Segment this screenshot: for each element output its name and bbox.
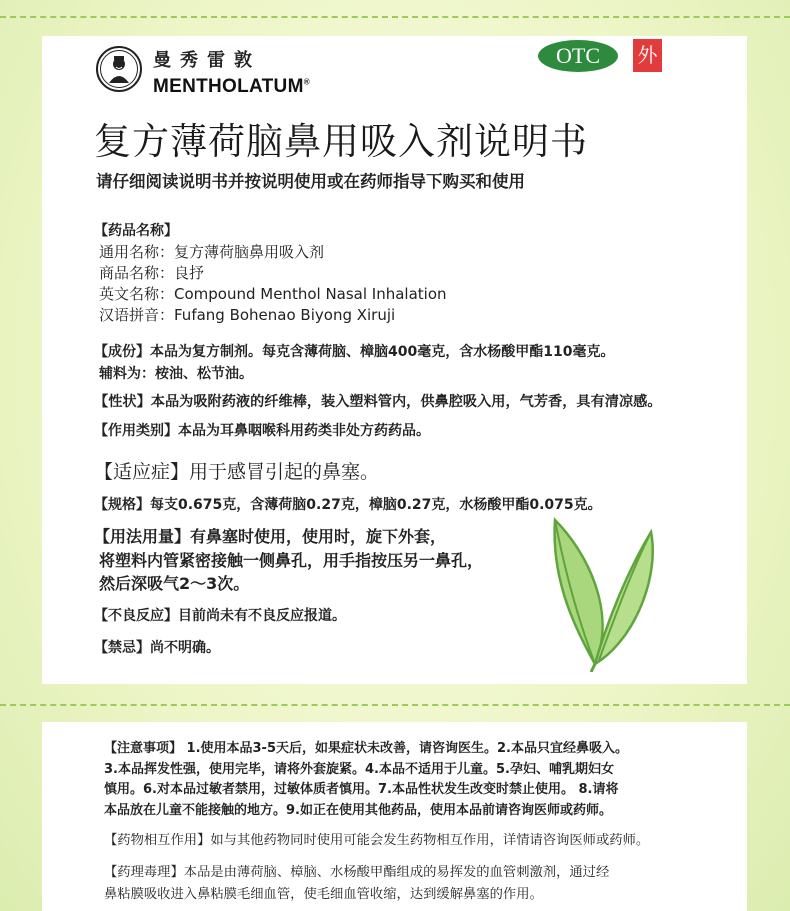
contraindication-text: 【禁忌】尚不明确。 (94, 640, 220, 656)
trade-name: 商品名称：良抒 (99, 264, 205, 282)
leaf-icon (547, 512, 657, 672)
usage-line-1: 【用法用量】有鼻塞时使用，使用时，旋下外套， (94, 527, 447, 546)
pinyin-name: 汉语拼音：Fufang Bohenao Biyong Xiruji (99, 306, 396, 324)
document-title: 复方薄荷脑鼻用吸入剂说明书 (94, 120, 588, 163)
english-name: 英文名称：Compound Menthol Nasal Inhalation (99, 285, 447, 303)
mentholatum-logo-icon (95, 45, 143, 93)
indication-text: 【适应症】用于感冒引起的鼻塞。 (94, 461, 380, 483)
top-dashed-divider (0, 16, 790, 18)
precautions-line-4: 本品放在儿童不能接触的地方。9.如正在使用其他药品，使用本品前请咨询医师或药师。 (104, 803, 612, 818)
precautions-line-2: 3.本品挥发性强，使用完毕，请将外套旋紧。4.本品不适用于儿童。5.孕妇、哺乳期妇女 (104, 762, 614, 777)
interactions-text: 【药物相互作用】如与其他药物同时使用可能会发生药物相互作用，详情请咨询医师或药师。 (104, 833, 650, 848)
pharmacology-line-2: 鼻粘膜吸收进入鼻粘膜毛细血管，使毛细血管收缩，达到缓解鼻塞的作用。 (104, 887, 543, 902)
instruction-panel (42, 36, 747, 684)
adverse-reaction-text: 【不良反应】目前尚未有不良反应报道。 (94, 608, 346, 624)
category-text: 【作用类别】本品为耳鼻咽喉科用药类非处方药药品。 (94, 423, 430, 439)
appearance-text: 【性状】本品为吸附药液的纤维棒，装入塑料管内，供鼻腔吸入用，气芳香，具有清凉感。 (94, 394, 662, 410)
composition-text: 【成份】本品为复方制剂。每克含薄荷脑、樟脑400毫克，含水杨酸甲酯110毫克。 (94, 344, 615, 360)
external-use-badge: 外 (633, 39, 662, 72)
otc-badge: OTC (538, 40, 618, 72)
usage-line-3: 然后深吸气2～3次。 (99, 574, 250, 593)
precautions-line-1: 【注意事项】 1.使用本品3-5天后，如果症状未改善，请咨询医生。2.本品只宜经鼻吸入。 (104, 741, 628, 756)
brand-english-name: MENTHOLATUM® (153, 76, 310, 97)
generic-name: 通用名称：复方薄荷脑鼻用吸入剂 (99, 243, 325, 261)
pharmacology-line-1: 【药理毒理】本品是由薄荷脑、樟脑、水杨酸甲酯组成的易挥发的血管刺激剂，通过经 (104, 865, 610, 880)
precautions-line-3: 慎用。6.对本品过敏者禁用，过敏体质者慎用。7.本品性状发生改变时禁止使用。 8.请将 (104, 782, 619, 797)
specification-text: 【规格】每支0.675克，含薄荷脑0.27克，樟脑0.27克，水杨酸甲酯0.075克。 (94, 497, 602, 513)
brand-chinese-name: 曼秀雷敦 (153, 50, 261, 71)
excipients-text: 辅料为：桉油、松节油。 (99, 366, 253, 382)
usage-line-2: 将塑料内管紧密接触一侧鼻孔，用手指按压另一鼻孔， (99, 551, 484, 570)
middle-dashed-divider (0, 704, 790, 706)
document-subtitle: 请仔细阅读说明书并按说明使用或在药师指导下购买和使用 (96, 172, 525, 191)
drug-name-heading: 【药品名称】 (94, 223, 178, 239)
